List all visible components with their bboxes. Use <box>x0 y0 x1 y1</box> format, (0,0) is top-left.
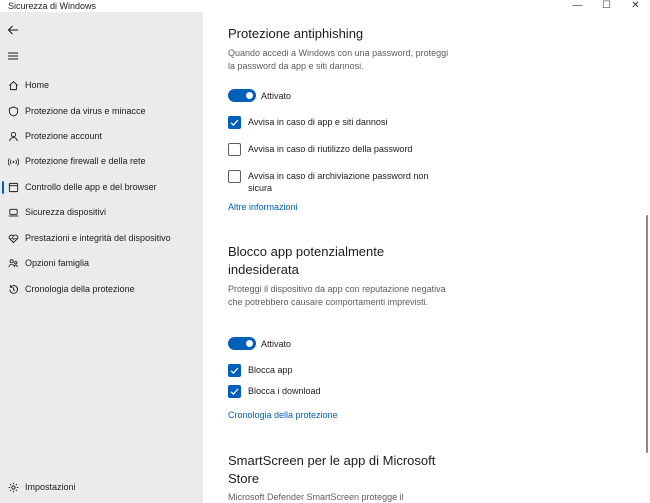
minimize-button[interactable]: — <box>572 0 583 11</box>
main-content <box>203 12 650 503</box>
close-button[interactable]: ✕ <box>631 0 640 11</box>
gear-icon <box>7 481 19 493</box>
window-controls <box>563 0 650 12</box>
checkmark-icon <box>228 385 241 398</box>
checkbox-label: Avvisa in caso di app e siti dannosi <box>248 117 388 127</box>
hamburger-icon <box>7 50 19 62</box>
history-icon <box>7 283 19 295</box>
section-title-antiphishing: Protezione antiphishing <box>228 26 364 41</box>
sidebar-item-label: Home <box>25 80 50 90</box>
protection-history-link[interactable]: Cronologia della protezione <box>228 410 338 420</box>
sidebar <box>0 12 203 503</box>
home-icon <box>7 79 19 91</box>
shield-icon <box>7 105 19 117</box>
checkbox-label: Blocca i download <box>248 386 321 396</box>
sidebar-item-label: Cronologia della protezione <box>25 284 135 294</box>
sidebar-item-label: Protezione da virus e minacce <box>25 106 146 116</box>
vertical-scrollbar[interactable] <box>646 215 648 453</box>
sidebar-item-label: Controllo delle app e del browser <box>25 182 157 192</box>
sidebar-item-protection-history[interactable] <box>0 278 203 300</box>
sidebar-item-device-performance[interactable] <box>0 227 203 249</box>
settings-label: Impostazioni <box>25 482 76 492</box>
pua-toggle[interactable] <box>228 337 256 350</box>
checkmark-icon <box>228 116 241 129</box>
person-icon <box>7 130 19 142</box>
checkbox-block-downloads[interactable] <box>228 385 241 398</box>
sidebar-item-app-browser-control[interactable] <box>0 176 203 198</box>
sidebar-item-settings[interactable] <box>0 476 203 498</box>
app-browser-icon <box>7 181 19 193</box>
back-button[interactable] <box>6 23 20 37</box>
checkbox-warn-unsafe-storage[interactable] <box>228 170 241 183</box>
checkbox-warn-password-reuse[interactable] <box>228 143 241 156</box>
title-bar <box>0 0 650 12</box>
maximize-button[interactable]: ☐ <box>602 0 611 11</box>
sidebar-item-virus-protection[interactable] <box>0 100 203 122</box>
back-arrow-icon <box>7 24 19 36</box>
section-description-antiphishing: Quando accedi a Windows con una password, proteggi la password da app e siti dannosi. <box>228 48 449 71</box>
section-description-smartscreen: Microsoft Defender SmartScreen protegge il <box>228 492 404 502</box>
sidebar-item-label: Protezione firewall e della rete <box>25 156 146 166</box>
sidebar-item-label: Prestazioni e integrità del dispositivo <box>25 233 171 243</box>
antiphishing-toggle[interactable] <box>228 89 256 102</box>
laptop-icon <box>7 206 19 218</box>
antiphishing-toggle-label: Attivato <box>261 91 292 101</box>
wifi-icon <box>7 155 19 167</box>
more-info-link[interactable]: Altre informazioni <box>228 202 298 212</box>
checkbox-label: Avvisa in caso di riutilizzo della password <box>248 144 413 154</box>
section-title-smartscreen: SmartScreen per le app di Microsoft Store <box>228 453 436 486</box>
sidebar-item-label: Sicurezza dispositivi <box>25 207 107 217</box>
pua-toggle-label: Attivato <box>261 339 292 349</box>
hamburger-menu-button[interactable] <box>6 49 20 63</box>
sidebar-item-label: Opzioni famiglia <box>25 258 90 268</box>
checkbox-warn-malicious-apps[interactable] <box>228 116 241 129</box>
app-title: Sicurezza di Windows <box>8 1 97 11</box>
sidebar-item-account-protection[interactable] <box>0 125 203 147</box>
checkbox-label: Avvisa in caso di archiviazione password non sicura <box>248 171 429 193</box>
sidebar-item-firewall[interactable] <box>0 150 203 172</box>
family-icon <box>7 257 19 269</box>
sidebar-item-home[interactable] <box>0 74 203 96</box>
sidebar-item-label: Protezione account <box>25 131 103 141</box>
heart-icon <box>7 232 19 244</box>
section-description-pua: Proteggi il dispositivo da app con reputazione negativa che potrebbero causare comportamenti imprevisti. <box>228 284 446 307</box>
sidebar-item-family-options[interactable] <box>0 252 203 274</box>
sidebar-item-device-security[interactable] <box>0 201 203 223</box>
checkmark-icon <box>228 364 241 377</box>
checkbox-block-apps[interactable] <box>228 364 241 377</box>
checkbox-label: Blocca app <box>248 365 293 375</box>
section-title-pua: Blocco app potenzialmente indesiderata <box>228 244 385 277</box>
